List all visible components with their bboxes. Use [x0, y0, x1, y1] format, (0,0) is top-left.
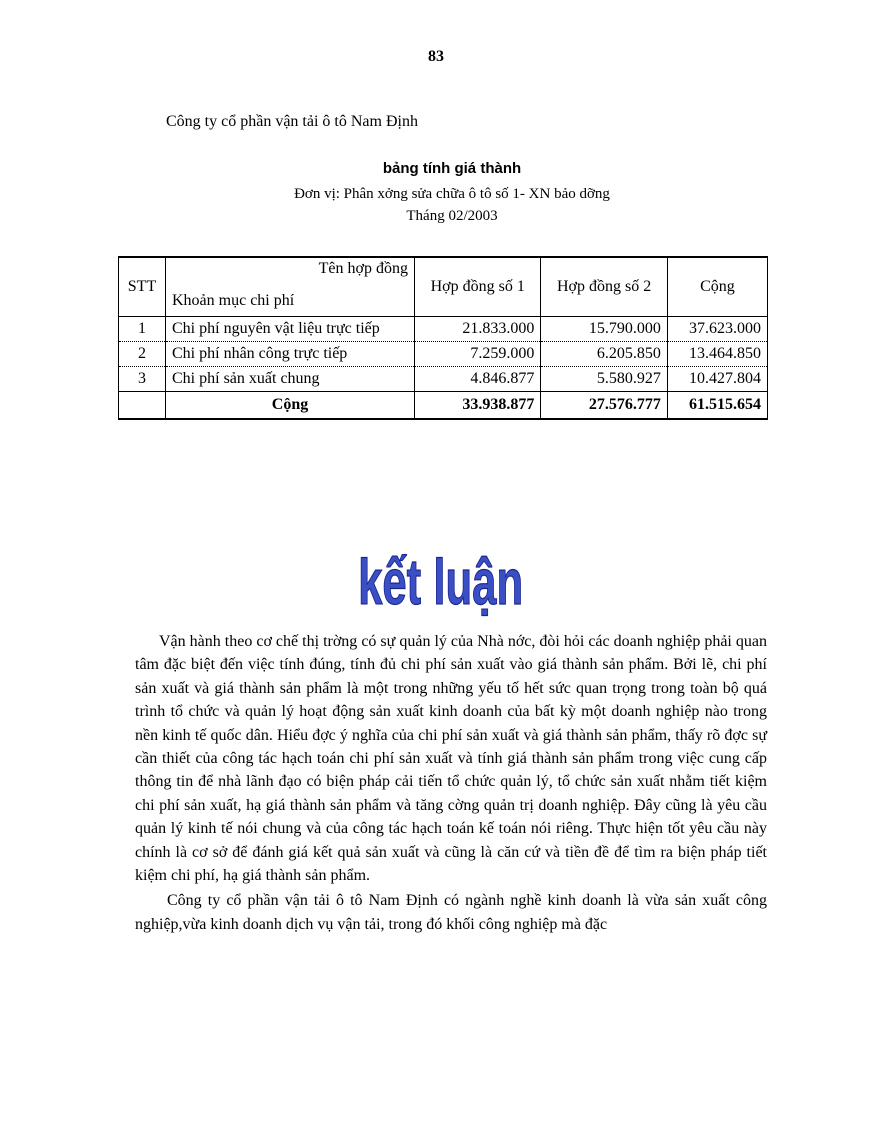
- header-total: Cộng: [667, 257, 767, 317]
- cost-table: [118, 256, 768, 420]
- row-stt: 2: [119, 342, 166, 367]
- table-title-block: [184, 160, 720, 227]
- header-contract-1: Hợp đồng số 1: [415, 257, 541, 317]
- total-stt-empty: [119, 392, 166, 420]
- table-title: bảng tính giá thành: [382, 160, 522, 177]
- conclusion-heading: [358, 536, 524, 626]
- header-contract-name: Tên hợp đồng: [318, 260, 408, 277]
- company-name: Công ty cổ phần vận tải ô tô Nam Định: [166, 113, 418, 130]
- total-sum: 61.515.654: [667, 392, 767, 420]
- row-contract-1: 21.833.000: [415, 317, 541, 342]
- table-row: [119, 342, 768, 367]
- total-label: Cộng: [166, 392, 415, 420]
- row-stt: 1: [119, 317, 166, 342]
- row-item: Chi phí nhân công trực tiếp: [166, 342, 415, 367]
- header-contract-2: Hợp đồng số 2: [541, 257, 667, 317]
- row-contract-2: 5.580.927: [541, 367, 667, 392]
- table-total-row: [119, 392, 768, 420]
- unit-line: Đơn vị: Phân xởng sửa chữa ô tô số 1- XN bảo dỡng: [294, 186, 610, 202]
- row-total: 10.427.804: [667, 367, 767, 392]
- header-diagonal-cell: [166, 257, 415, 317]
- body-text: [135, 630, 767, 936]
- row-total: 37.623.000: [667, 317, 767, 342]
- total-contract-2: 27.576.777: [541, 392, 667, 420]
- conclusion-heading-text: kết luận: [358, 545, 524, 618]
- header-stt: STT: [119, 257, 166, 317]
- table-header-row: [119, 257, 768, 317]
- paragraph: Vận hành theo cơ chế thị trờng có sự quản lý của Nhà nớc, đòi hỏi các doanh nghiệp phải quan tâm đặc biệt đến việc tính đúng, tính đủ chi phí sản xuất vào giá thành sản phẩm. Bởi lẽ, chi phí sản xuất và giá thành sản phẩm là một trong những yếu tố hết sức quan trọng trong toàn bộ quá trình tổ chức và quản lý hoạt động sản xuất kinh doanh của bất kỳ một doanh nghiệp nào trong nền kinh tế quốc dân. Hiểu đợc ý nghĩa của chi phí sản xuất và giá thành sản phẩm, thấy rõ đợc sự cần thiết của công tác hạch toán chi phí sản xuất và tính giá thành sản phẩm trong việc cung cấp thông tin để nhà lãnh đạo có biện pháp cải tiến tổ chức quản lý, tổ chức sản xuất nhằm tiết kiệm chi phí sản xuất, hạ giá thành sản phẩm và tăng cờng quản trị doanh nghiệp. Đây cũng là yêu cầu quản lý kinh tế nói chung và của công tác hạch toán kế toán nói riêng. Thực hiện tốt yêu cầu này chính là cơ sở để đánh giá kết quả sản xuất và cũng là căn cứ và tiền đề để tìm ra biện pháp tiết kiệm chi phí, hạ giá thành sản phẩm.: [135, 633, 767, 885]
- table-row: [119, 317, 768, 342]
- row-stt: 3: [119, 367, 166, 392]
- row-contract-2: 6.205.850: [541, 342, 667, 367]
- header-cost-item: Khoản mục chi phí: [172, 292, 295, 309]
- row-contract-2: 15.790.000: [541, 317, 667, 342]
- row-item: Chi phí nguyên vật liệu trực tiếp: [166, 317, 415, 342]
- row-contract-1: 7.259.000: [415, 342, 541, 367]
- table-row: [119, 367, 768, 392]
- page-number: 83: [428, 48, 444, 65]
- row-total: 13.464.850: [667, 342, 767, 367]
- paragraph: Công ty cổ phần vận tải ô tô Nam Định có ngành nghề kinh doanh là vừa sản xuất công nghiệp,vừa kinh doanh dịch vụ vận tải, trong đó khối công nghiệp mà đặc: [135, 892, 767, 933]
- row-item: Chi phí sản xuất chung: [166, 367, 415, 392]
- total-contract-1: 33.938.877: [415, 392, 541, 420]
- month-line: Tháng 02/2003: [406, 208, 498, 224]
- row-contract-1: 4.846.877: [415, 367, 541, 392]
